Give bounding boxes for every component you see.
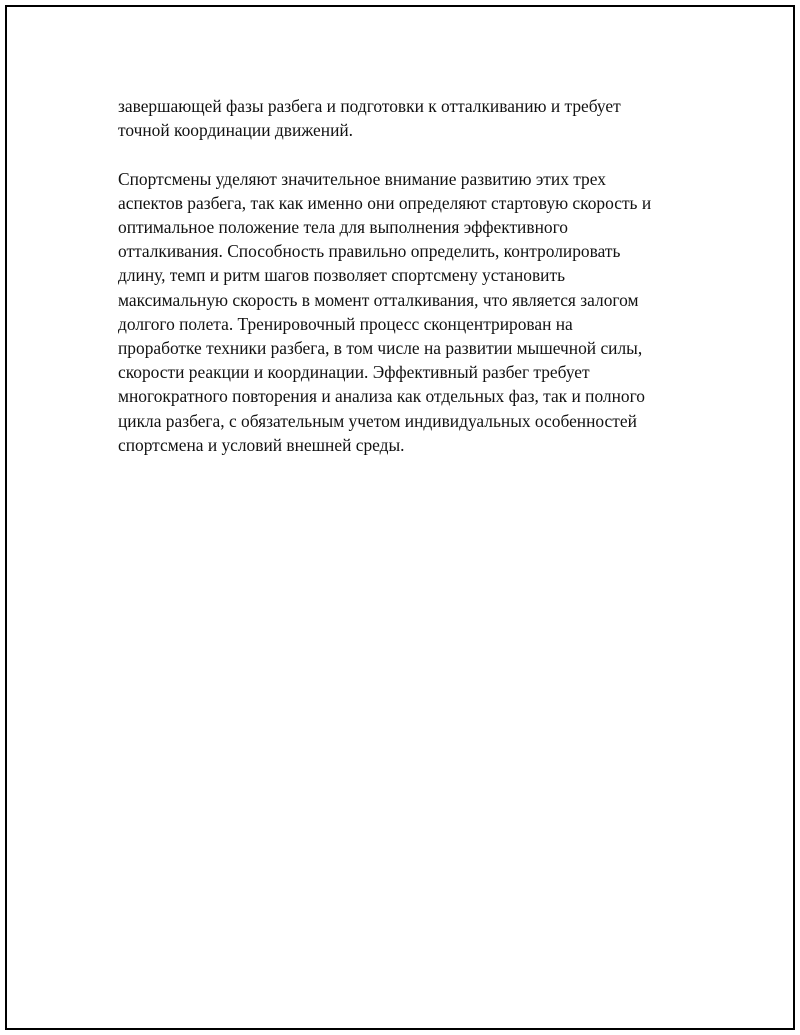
text-line: отталкивания. Способность правильно определить, контролировать [118,241,621,262]
text-line: длину, темп и ритм шагов позволяет спортсмену установить [118,265,566,286]
text-line: цикла разбега, с обязательным учетом индивидуальных особенностей [118,410,637,431]
paragraph-1 [118,94,698,142]
text-line: оптимальное положение тела для выполнения эффективного [118,217,568,237]
text-line: скорости реакции и координации. Эффективный разбег требует [118,362,590,383]
text-line: спортсмена и условий внешней среды. [118,434,405,455]
text-line: точной координации движений. [118,120,354,141]
text-line: завершающей фазы разбега и подготовки к отталкиванию и требует [118,96,621,116]
text-line: долгого полета. Тренировочный процесс сконцентрирован на [118,313,573,334]
document-body [118,94,698,457]
paragraph-2 [118,167,698,457]
text-line: максимальную скорость в момент отталкивания, что является залогом [118,289,639,310]
text-line: аспектов разбега, так как именно они определяют стартовую скорость и [118,192,652,213]
text-line: многократного повторения и анализа как отдельных фаз, так и полного [118,386,645,407]
text-line: Спортсмены уделяют значительное внимание развитию этих трех [118,168,606,189]
text-line: проработке техники разбега, в том числе на развитии мышечной силы, [118,338,643,359]
